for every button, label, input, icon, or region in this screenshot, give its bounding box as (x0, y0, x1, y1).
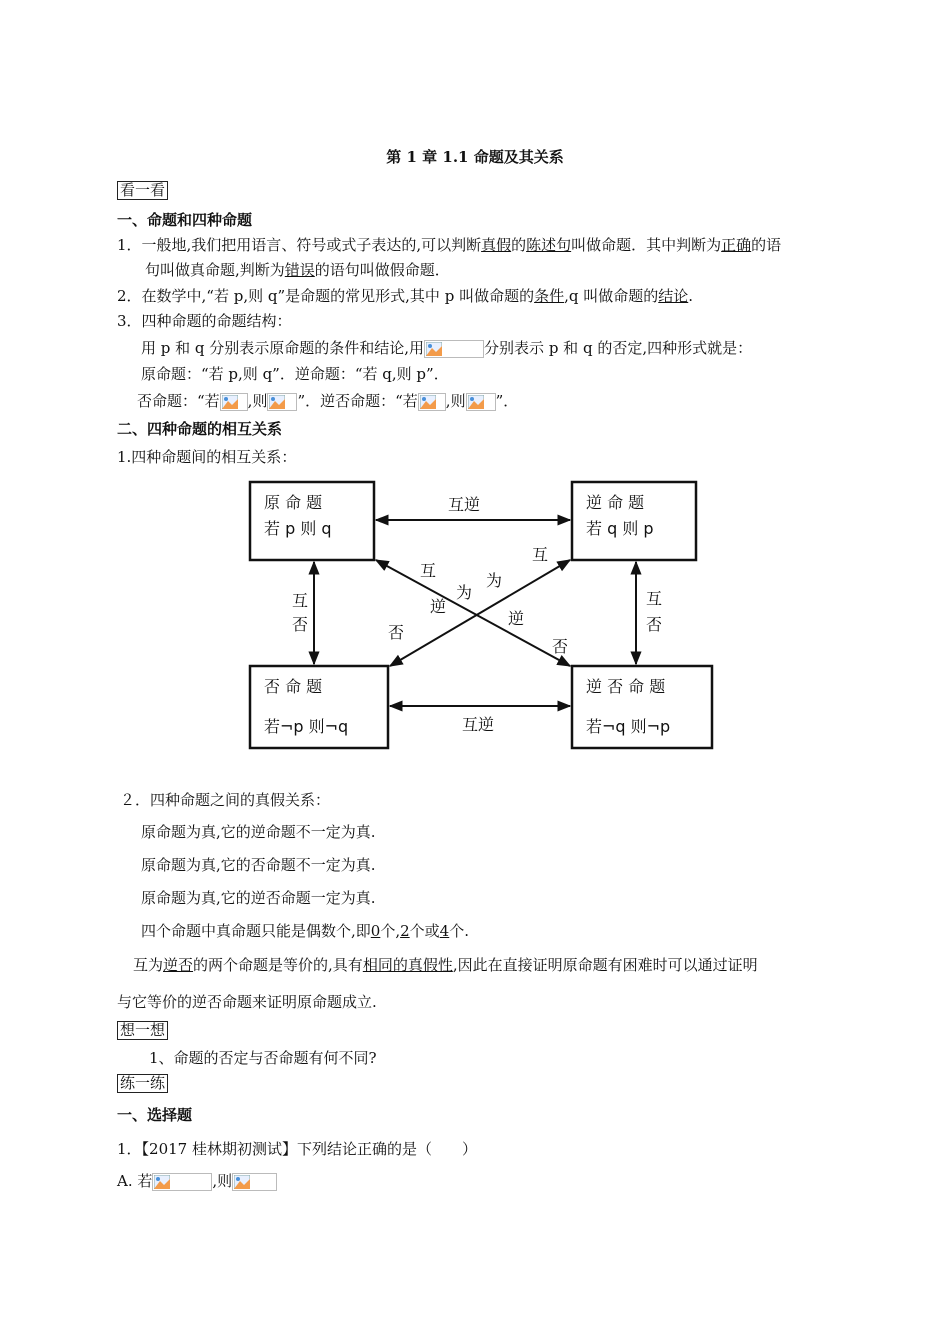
label-left-2: 否 (292, 615, 309, 634)
truth-line-1: 原命题为真,它的逆命题不一定为真. (141, 823, 376, 841)
box-inverse-form: 若¬p 则¬q (264, 717, 349, 736)
image-placeholder (267, 393, 297, 411)
broken-image-icon (154, 1175, 170, 1189)
section-label-practice: 练一练 (117, 1074, 168, 1093)
label-right-2: 否 (646, 615, 663, 634)
image-placeholder (424, 340, 484, 358)
structure-line-2: 原命题：“若 p,则 q”．逆命题：“若 q,则 p”． (141, 365, 449, 383)
heading-propositions: 一、命题和四种命题 (117, 211, 253, 229)
truth-heading: ２．四种命题之间的真假关系： (120, 791, 331, 809)
image-placeholder (220, 393, 248, 411)
image-placeholder (232, 1173, 277, 1191)
paragraph-definition: 1．一般地,我们把用语言、符号或式子表达的,可以判断真假的陈述句叫做命题．其中判断为正确的语 (117, 236, 782, 254)
label-diag-5: 互 (532, 545, 549, 564)
label-bottom: 互逆 (462, 715, 495, 734)
four-propositions-diagram (240, 476, 720, 754)
box-contrapositive-title: 逆 否 命 题 (586, 677, 666, 696)
box-converse-title: 逆 命 题 (586, 493, 645, 512)
box-original-title: 原 命 题 (264, 493, 323, 512)
broken-image-icon (468, 395, 484, 409)
label-diag-7: 逆 (508, 609, 525, 628)
image-placeholder (466, 393, 496, 411)
arrow-diagonal-1 (376, 560, 570, 666)
label-diag-6: 为 (486, 571, 503, 590)
truth-line-4: 四个命题中真命题只能是偶数个,即0个,2个或4个. (141, 922, 469, 940)
truth-line-2: 原命题为真,它的否命题不一定为真. (141, 856, 376, 874)
image-placeholder (152, 1173, 212, 1191)
relations-intro: 1.四种命题间的相互关系： (117, 448, 297, 466)
image-placeholder (418, 393, 446, 411)
box-converse-form: 若 q 则 p (586, 519, 654, 538)
label-diag-4: 否 (388, 623, 405, 642)
page-title: 第 1 章 1.1 命题及其关系 (386, 148, 564, 166)
structure-line-1: 用 p 和 q 分别表示原命题的条件和结论,用 分别表示 p 和 q 的否定,四种形式就是： (141, 339, 753, 357)
section-label-look: 看一看 (117, 181, 168, 200)
paragraph-definition-cont: 句叫做真命题,判断为错误的语句叫做假命题． (145, 261, 450, 279)
structure-line-3: 否命题：“若 ,则 ”．逆否命题：“若 ,则 ”． (137, 392, 519, 410)
label-diag-1: 互 (420, 561, 437, 580)
label-diag-2: 为 (456, 583, 473, 602)
paragraph-structure: 3．四种命题的命题结构： (117, 312, 292, 330)
truth-line-3: 原命题为真,它的逆否命题一定为真. (141, 889, 376, 907)
label-left-1: 互 (292, 591, 309, 610)
broken-image-icon (420, 395, 436, 409)
heading-relations: 二、四种命题的相互关系 (117, 420, 283, 438)
box-original-form: 若 p 则 q (264, 519, 332, 538)
label-diag-3: 逆 (430, 597, 447, 616)
arrow-diagonal-2 (390, 560, 570, 666)
heading-choice: 一、选择题 (117, 1106, 193, 1124)
label-right-1: 互 (646, 589, 663, 608)
broken-image-icon (222, 395, 238, 409)
broken-image-icon (426, 342, 442, 356)
broken-image-icon (234, 1175, 250, 1189)
think-question: 1、命题的否定与否命题有何不同? (149, 1049, 377, 1067)
label-top: 互逆 (448, 495, 481, 514)
paragraph-form: 2．在数学中,“若 p,则 q”是命题的常见形式,其中 p 叫做命题的条件,q 叫做命题的结论. (117, 287, 694, 305)
equivalence-line: 互为逆否的两个命题是等价的,具有相同的真假性,因此在直接证明原命题有困难时可以通过证明 (133, 956, 758, 974)
exercise-1: 1．【2017 桂林期初测试】下列结论正确的是（ ） (117, 1140, 477, 1158)
section-label-think: 想一想 (117, 1021, 168, 1040)
label-diag-8: 否 (552, 637, 569, 656)
box-inverse-title: 否 命 题 (264, 677, 323, 696)
box-contrapositive-form: 若¬q 则¬p (586, 717, 671, 736)
exercise-1-option-a: A. 若 ,则 (117, 1170, 277, 1191)
equivalence-line-cont: 与它等价的逆否命题来证明原命题成立. (117, 993, 377, 1011)
broken-image-icon (269, 395, 285, 409)
